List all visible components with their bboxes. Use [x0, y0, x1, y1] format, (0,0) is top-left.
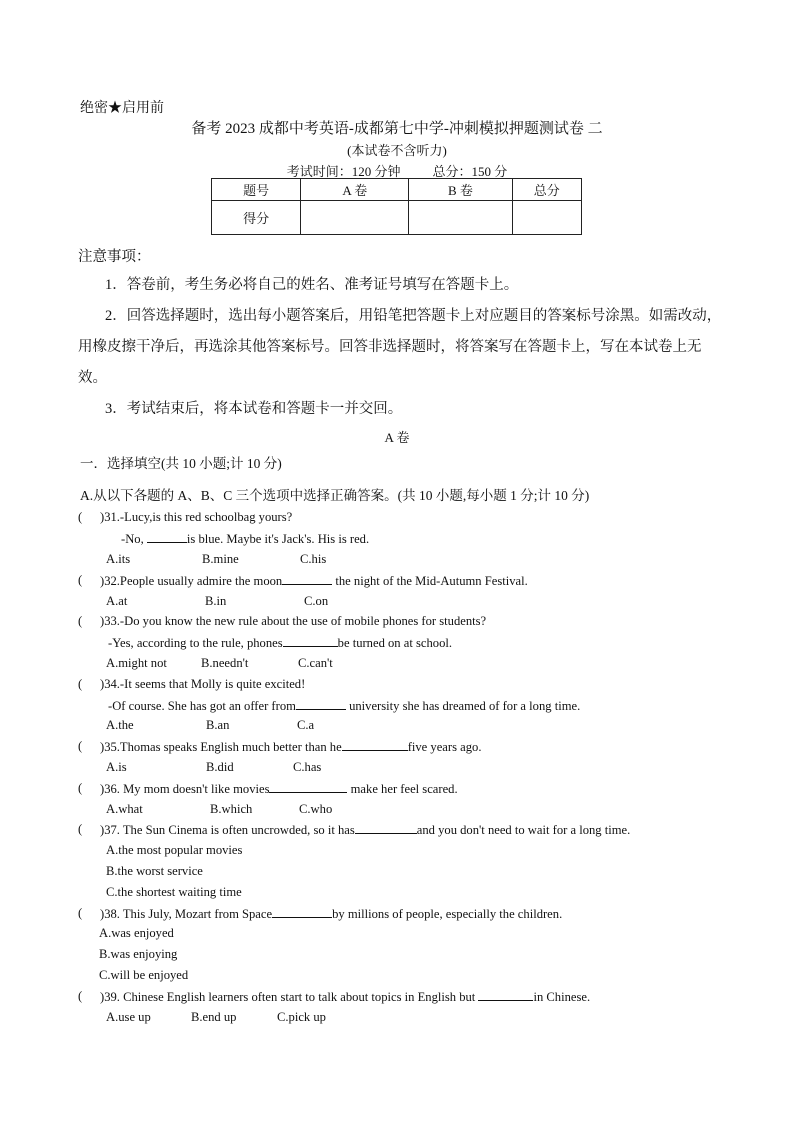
part-title: 一．选择填空(共 10 小题;计 10 分) — [80, 456, 282, 471]
answer-paren: ( — [78, 906, 83, 920]
exam-title: 备考 2023 成都中考英语-成都第七中学-冲刺模拟押题测试卷 二 — [191, 121, 603, 137]
question-text: )38. This July, Mozart from Space — [100, 907, 273, 921]
question-text: -Yes, according to the rule, phones — [108, 636, 283, 650]
section-label: A 卷 — [384, 430, 410, 445]
answer-blank — [272, 906, 332, 918]
option-a: A.the most popular movies — [106, 843, 243, 857]
answer-paren: ( — [78, 822, 83, 836]
question-stem — [100, 822, 630, 838]
question-stem: )34.-It seems that Molly is quite excited! — [100, 677, 306, 691]
question-text: )32.People usually admire the moon — [100, 574, 283, 588]
question-stem — [100, 989, 590, 1005]
option-a: A.what — [106, 802, 143, 816]
option-a: A.use up — [106, 1010, 151, 1024]
answer-blank — [147, 531, 187, 543]
question-text: -Of course. She has got an offer from — [108, 699, 296, 713]
question-text: -No, — [121, 532, 144, 546]
part-instruction: A.从以下各题的 A、B、C 三个选项中选择正确答案。(共 10 小题,每小题 1 分;计 10 分) — [80, 488, 590, 503]
question-line — [108, 698, 580, 714]
option-a: A.its — [106, 552, 131, 566]
option-b: B.needn't — [201, 656, 249, 670]
question-text: the night of the Mid-Autumn Festival. — [332, 574, 528, 588]
note-item: 3．考试结束后，将本试卷和答题卡一并交回。 — [105, 401, 403, 417]
score-table-header: 题号 — [212, 179, 301, 201]
question-text: be turned on at school. — [337, 636, 453, 650]
question-stem — [100, 573, 528, 589]
answer-paren: ( — [78, 989, 83, 1003]
question-stem — [100, 781, 458, 797]
answer-blank — [282, 573, 332, 585]
score-table-header: 总分 — [512, 179, 582, 201]
option-b: B.in — [205, 594, 227, 608]
question-text: by millions of people, especially the children. — [332, 907, 563, 921]
score-table — [211, 178, 582, 235]
question-text: in Chinese. — [533, 990, 591, 1004]
answer-blank — [355, 822, 417, 834]
question-text: five years ago. — [407, 740, 482, 754]
answer-blank — [478, 989, 533, 1001]
score-cell-a — [301, 201, 409, 235]
option-b: B.did — [206, 760, 234, 774]
option-a: A.the — [106, 718, 134, 732]
question-text: )35.Thomas speaks English much better than he — [100, 740, 342, 754]
question-line — [121, 531, 369, 547]
option-a: A.was enjoyed — [99, 926, 174, 940]
confidential-label: 绝密★启用前 — [80, 101, 164, 116]
question-text: )39. Chinese English learners often start to talk about topics in English but — [100, 990, 479, 1004]
question-stem — [100, 739, 481, 755]
option-c: C.on — [304, 594, 329, 608]
total-score: 总分：150 分 — [432, 164, 508, 179]
answer-paren: ( — [78, 614, 83, 628]
option-b: B.an — [206, 718, 230, 732]
question-stem — [100, 906, 562, 922]
question-text: university she has dreamed of for a long time. — [345, 699, 581, 713]
answer-paren: ( — [78, 781, 83, 795]
answer-blank — [296, 698, 346, 710]
answer-blank — [269, 781, 347, 793]
question-text: and you don't need to wait for a long time. — [416, 823, 631, 837]
question-line — [108, 635, 452, 651]
score-row-label: 得分 — [212, 201, 301, 235]
option-b: B.was enjoying — [99, 947, 178, 961]
option-c: C.a — [297, 718, 315, 732]
option-c: C.his — [300, 552, 327, 566]
option-c: C.pick up — [277, 1010, 326, 1024]
question-stem: )31.-Lucy,is this red schoolbag yours? — [100, 510, 293, 524]
option-c: C.will be enjoyed — [99, 968, 189, 982]
option-a: A.at — [106, 594, 128, 608]
exam-subtitle: (本试卷不含听力) — [347, 143, 447, 158]
option-b: B.mine — [202, 552, 239, 566]
score-cell-b — [409, 201, 512, 235]
option-b: B.which — [210, 802, 253, 816]
score-table-header: A 卷 — [301, 179, 409, 201]
option-b: B.end up — [191, 1010, 237, 1024]
option-a: A.might not — [106, 656, 167, 670]
notes-heading: 注意事项： — [78, 249, 151, 265]
score-cell-total — [512, 201, 582, 235]
note-item: 1．答卷前，考生务必将自己的姓名、准考证号填写在答题卡上。 — [105, 277, 519, 293]
answer-paren: ( — [78, 510, 83, 524]
score-table-header: B 卷 — [409, 179, 512, 201]
option-c: C.who — [299, 802, 333, 816]
option-c: C.can't — [298, 656, 333, 670]
answer-blank — [342, 739, 408, 751]
answer-paren: ( — [78, 677, 83, 691]
question-text: )36. My mom doesn't like movies — [100, 782, 270, 796]
option-b: B.the worst service — [106, 864, 203, 878]
question-text: make her feel scared. — [347, 782, 458, 796]
answer-paren: ( — [78, 739, 83, 753]
note-item: 2．回答选择题时，选出每小题答案后，用铅笔把答题卡上对应题目的答案标号涂黑。如需改动，用橡皮擦干净后，再选涂其他答案标号。回答非选择题时，将答案写在答题卡上，写在本试卷上无效。 — [78, 308, 722, 386]
question-stem: )33.-Do you know the new rule about the use of mobile phones for students? — [100, 614, 487, 628]
option-a: A.is — [106, 760, 127, 774]
question-text: is blue. Maybe it's Jack's. His is red. — [186, 532, 370, 546]
answer-paren: ( — [78, 573, 83, 587]
answer-blank — [283, 635, 338, 647]
option-c: C.the shortest waiting time — [106, 885, 242, 899]
option-c: C.has — [293, 760, 322, 774]
exam-time: 考试时间：120 分钟 — [286, 164, 401, 179]
question-text: )37. The Sun Cinema is often uncrowded, so it has — [100, 823, 355, 837]
